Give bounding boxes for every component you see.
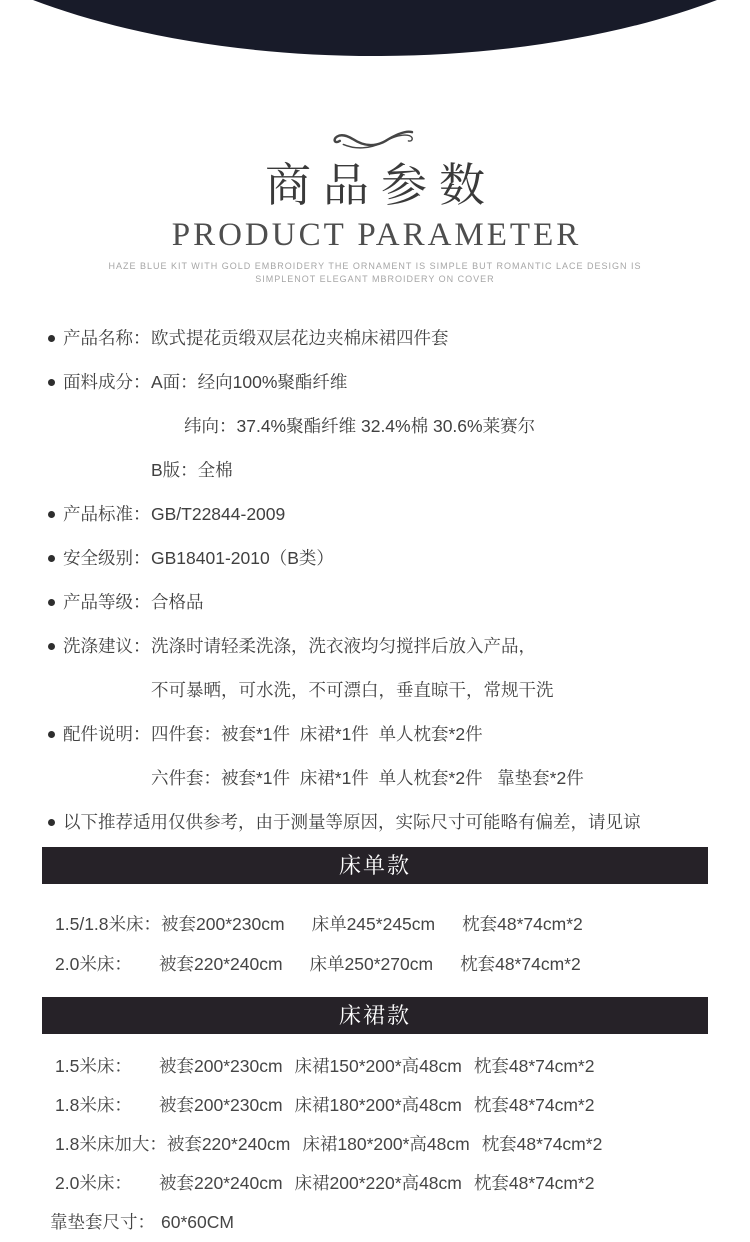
param-row-product-name bbox=[48, 316, 730, 360]
size-spec-pillow: 枕套48*74cm*2 bbox=[473, 1095, 595, 1115]
banner-title: 床单款 bbox=[338, 853, 411, 878]
param-row-washing-cont bbox=[151, 668, 730, 712]
size-spec-pillow: 枕套48*74cm*2 bbox=[473, 1173, 595, 1193]
size-label: 1.8米床： bbox=[55, 1095, 132, 1115]
size-row bbox=[55, 1164, 750, 1203]
size-spec-skirt: 床裙180*200*高48cm bbox=[302, 1134, 470, 1154]
note-text: 以下推荐适用仅供参考，由于测量等原因，实际尺寸可能略有偏差，请见谅 bbox=[63, 812, 641, 832]
size-spec-duvet: 被套200*230cm bbox=[159, 1056, 283, 1076]
subtitle-line-2: SIMPLENOT ELEGANT MBROIDERY ON COVER bbox=[255, 274, 495, 284]
section-banner-sheet bbox=[42, 847, 708, 884]
size-spec-duvet: 被套200*230cm bbox=[161, 914, 285, 934]
param-label: 产品标准： bbox=[63, 504, 151, 524]
size-spec-pillow: 枕套48*74cm*2 bbox=[460, 954, 581, 974]
param-row-grade bbox=[48, 580, 730, 624]
param-row-fabric-bside bbox=[151, 448, 730, 492]
param-label: 安全级别： bbox=[63, 548, 151, 568]
size-row bbox=[55, 944, 750, 984]
size-label: 2.0米床： bbox=[55, 954, 132, 974]
param-value: 纬向：37.4%聚酯纤维 32.4%棉 30.6%莱赛尔 bbox=[184, 416, 536, 436]
size-spec-duvet: 被套200*230cm bbox=[159, 1095, 283, 1115]
cushion-size-label: 靠垫套尺寸： bbox=[50, 1212, 155, 1232]
size-row bbox=[55, 1086, 750, 1125]
param-label: 面料成分： bbox=[63, 372, 151, 392]
size-spec-pillow: 枕套48*74cm*2 bbox=[462, 914, 583, 934]
size-spec-skirt: 床裙200*220*高48cm bbox=[294, 1173, 462, 1193]
bullet-icon bbox=[48, 511, 55, 518]
size-label: 1.8米床加大： bbox=[55, 1134, 167, 1154]
param-value: GB18401-2010（B类） bbox=[151, 548, 334, 568]
subtitle-line-1: HAZE BLUE KIT WITH GOLD EMBROIDERY THE ORNAMENT IS SIMPLE BUT ROMANTIC LACE DESIGN IS bbox=[108, 261, 642, 271]
size-label: 1.5/1.8米床： bbox=[55, 914, 162, 934]
param-value: 四件套：被套*1件 床裙*1件 单人枕套*2件 bbox=[151, 724, 483, 744]
bullet-icon bbox=[48, 599, 55, 606]
bullet-icon bbox=[48, 379, 55, 386]
size-label: 2.0米床： bbox=[55, 1173, 132, 1193]
size-row bbox=[55, 1047, 750, 1086]
page-title-cn: 商品参数 bbox=[265, 160, 497, 211]
size-spec-sheet: 床单250*270cm bbox=[309, 954, 434, 974]
size-spec-pillow: 枕套48*74cm*2 bbox=[481, 1134, 603, 1154]
size-spec-sheet: 床单245*245cm bbox=[311, 914, 436, 934]
param-value: 不可暴晒，可水洗，不可漂白，垂直晾干，常规干洗 bbox=[151, 680, 554, 700]
skirt-size-table bbox=[0, 1034, 750, 1242]
sheet-size-table bbox=[0, 884, 750, 984]
banner-title: 床裙款 bbox=[338, 1003, 411, 1028]
bullet-icon bbox=[48, 555, 55, 562]
param-label: 配件说明： bbox=[63, 724, 151, 744]
cushion-size-value: 60*60CM bbox=[161, 1212, 234, 1232]
param-label: 洗涤建议： bbox=[63, 636, 151, 656]
param-value: 欧式提花贡缎双层花边夹棉床裙四件套 bbox=[151, 328, 449, 348]
page-title-en: PRODUCT PARAMETER bbox=[171, 217, 582, 253]
size-spec-duvet: 被套220*240cm bbox=[159, 954, 283, 974]
size-row bbox=[55, 904, 750, 944]
bullet-icon bbox=[48, 643, 55, 650]
param-row-fabric bbox=[48, 360, 730, 404]
size-spec-skirt: 床裙150*200*高48cm bbox=[294, 1056, 462, 1076]
size-spec-skirt: 床裙180*200*高48cm bbox=[294, 1095, 462, 1115]
size-spec-duvet: 被套220*240cm bbox=[166, 1134, 291, 1154]
param-row-standard bbox=[48, 492, 730, 536]
size-row bbox=[55, 1125, 750, 1164]
param-value: 洗涤时请轻柔洗涤，洗衣液均匀搅拌后放入产品， bbox=[151, 636, 536, 656]
param-row-fabric-weft bbox=[184, 404, 730, 448]
param-row-accessories-six bbox=[151, 756, 730, 800]
param-value: GB/T22844-2009 bbox=[151, 504, 286, 524]
param-label: 产品等级： bbox=[63, 592, 151, 612]
section-banner-skirt bbox=[42, 997, 708, 1034]
param-value: 六件套：被套*1件 床裙*1件 单人枕套*2件 靠垫套*2件 bbox=[151, 768, 584, 788]
param-row-washing bbox=[48, 624, 730, 668]
product-parameters-list bbox=[0, 316, 750, 844]
bullet-icon bbox=[48, 819, 55, 826]
top-arc-decoration bbox=[0, 0, 750, 58]
param-label: 产品名称： bbox=[63, 328, 151, 348]
bullet-icon bbox=[48, 731, 55, 738]
cushion-size-row bbox=[50, 1203, 750, 1242]
param-row-safety bbox=[48, 536, 730, 580]
size-spec-pillow: 枕套48*74cm*2 bbox=[473, 1056, 595, 1076]
size-spec-duvet: 被套220*240cm bbox=[159, 1173, 283, 1193]
param-value: B版：全棉 bbox=[151, 460, 233, 480]
page-header bbox=[0, 120, 750, 286]
param-row-accessories bbox=[48, 712, 730, 756]
bullet-icon bbox=[48, 335, 55, 342]
disclaimer-note bbox=[48, 800, 730, 844]
calligraphic-swash-icon bbox=[0, 120, 750, 153]
size-label: 1.5米床： bbox=[55, 1056, 132, 1076]
param-value: A面：经向100%聚酯纤维 bbox=[151, 372, 348, 392]
param-value: 合格品 bbox=[151, 592, 204, 612]
